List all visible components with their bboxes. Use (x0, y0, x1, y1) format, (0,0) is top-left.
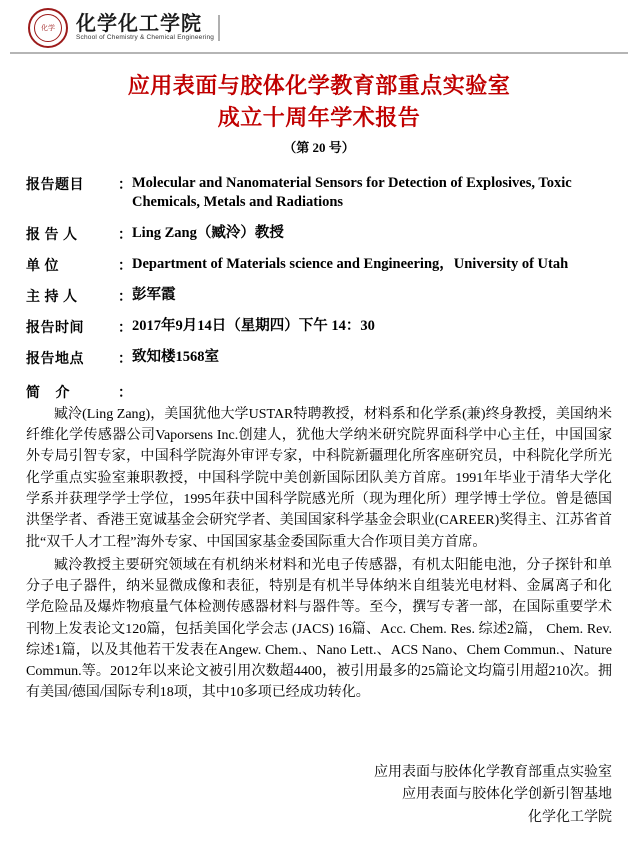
title-block (0, 70, 638, 156)
university-seal-icon (28, 8, 68, 48)
field-row-time (26, 317, 612, 337)
page-title-line2: 成立十周年学术报告 (217, 104, 421, 130)
institute-name-en: School of Chemistry & Chemical Engineering (76, 34, 215, 42)
field-label-affiliation: 单 位 (26, 258, 59, 274)
field-value-affiliation: Department of Materials science and Engineering，University of Utah (132, 255, 569, 272)
field-row-affiliation (26, 255, 612, 275)
field-row-venue (26, 348, 612, 368)
field-label-host: 主 持 人 (26, 289, 78, 305)
fields-list (26, 174, 612, 368)
field-value-topic: Molecular and Nanomaterial Sensors for Detection of Explosives, Toxic Chemicals, Metals and Radiations (132, 174, 572, 211)
field-value-venue: 致知楼1568室 (132, 348, 219, 365)
footer-line-2: 应用表面与胶体化学创新引智基地 (402, 787, 612, 803)
field-colon-time: ： (118, 320, 132, 336)
bio-label: 简 介 (26, 385, 76, 401)
field-colon-host: ： (118, 289, 132, 305)
seal-text: 化学 (41, 23, 55, 32)
field-colon-topic: ： (118, 177, 132, 193)
logo-divider (218, 15, 220, 41)
bio-heading-row (26, 382, 612, 402)
field-row-topic (26, 174, 612, 213)
header-logo-bar (0, 0, 638, 50)
bio-paragraph-1: 臧泠(Ling Zang)，美国犹他大学USTAR特聘教授，材料系和化学系(兼)终身教授，美国纳米纤维化学传感器公司Vaporsens Inc.创建人，犹他大学纳米研究院界面科学中心主任，中国国家外专局引智专家，中国科学院海外审评专家，中科院新疆理化所客座研究员，中科院化学所光化学重点实验室兼职教授，中国科学院中美创新国际团队美方首席。1991年毕业于清华大学化学系并获理学学士学位，1995年获中国科学院感光所（现为理化所）理学博士学位。曾是德国洪堡学者、香港王宽诚基金会研究学者、美国国家科学基金会职业(CAREER)奖得主、江苏省首批“双千人才工程”海外专家、中国国家基金委国际重大合作项目美方首席。 (26, 406, 612, 550)
footer-line-1: 应用表面与胶体化学教育部重点实验室 (374, 764, 612, 780)
field-value-speaker: Ling Zang（臧泠）教授 (132, 224, 284, 241)
bio-colon: ： (118, 385, 132, 401)
footer-block (374, 762, 612, 829)
bio-body (26, 404, 612, 704)
institute-name-block (76, 14, 214, 42)
lecture-number: （第 20 号） (283, 139, 355, 155)
field-row-speaker (26, 224, 612, 244)
bio-paragraph-2: 臧泠教授主要研究领域在有机纳米材料和光电子传感器，有机太阳能电池，分子探针和单分子电子器件，纳米显微成像和表征，特别是有机半导体纳米自组装光电材料、金属离子和化学危险品及爆炸物痕量气体检测传感器材料与器件等。至今，撰写专著一部，在国际重要学术刊物上发表论文120篇，包括美国化学会志 (JACS) 16篇、Acc. Chem. Res. 综述2篇， Chem. Rev. 综述1篇，以及其他若干发表在Angew. Chem.、Nano Lett.、ACS Nano、Chem Commun.、Nature Commun.等。2012年以来论文被引用次数超4400，被引用最多的25篇论文均篇引用超210次。拥有美国/德国/国际专利18项，其中10多项已经成功转化。 (26, 557, 612, 701)
field-colon-affiliation: ： (118, 258, 132, 274)
field-colon-speaker: ： (118, 227, 132, 243)
field-row-host (26, 286, 612, 306)
header-rule (10, 52, 628, 54)
field-value-host: 彭军霞 (132, 286, 176, 303)
field-label-topic: 报告题目 (26, 177, 84, 193)
field-label-venue: 报告地点 (26, 351, 84, 367)
field-value-time: 2017年9月14日（星期四）下午 14：30 (132, 317, 375, 334)
page-title-line1: 应用表面与胶体化学教育部重点实验室 (127, 73, 511, 98)
institute-name-cn: 化学化工学院 (76, 13, 202, 36)
field-label-speaker: 报 告 人 (26, 227, 78, 243)
footer-line-3: 化学化工学院 (528, 809, 612, 825)
field-label-time: 报告时间 (26, 320, 84, 336)
field-colon-venue: ： (118, 351, 132, 367)
